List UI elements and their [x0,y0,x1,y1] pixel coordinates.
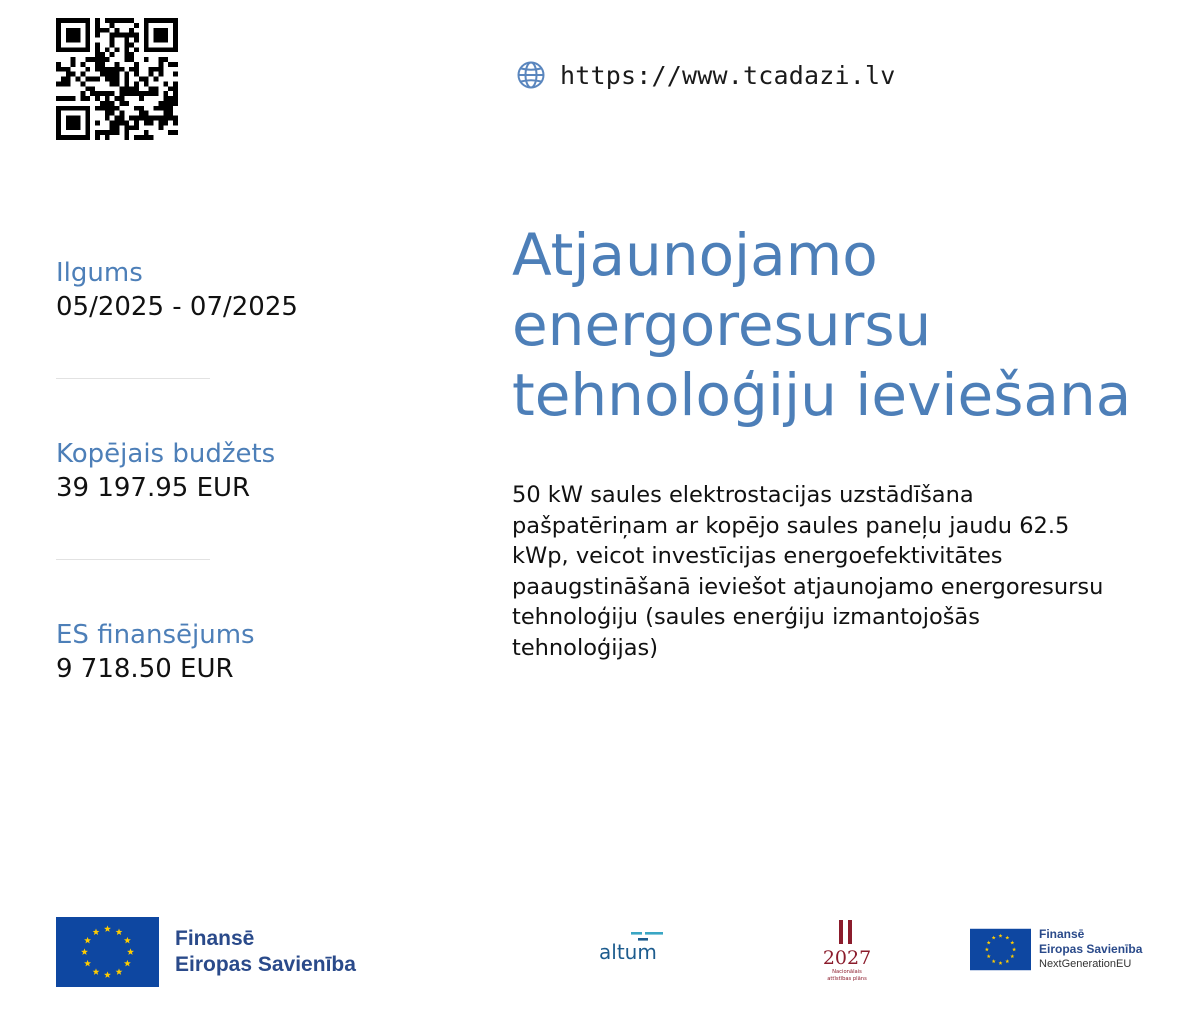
website-url[interactable]: https://www.tcadazi.lv [560,60,896,90]
total-budget-block [56,437,436,505]
eu-logo-line2: Eiropas Savienība [175,953,356,976]
total-budget-label: Kopējais budžets [56,439,276,469]
description-line: tehnoloģiju (saules enerģiju izmantojošās [512,604,980,630]
description-line: kWp, veicot investīcijas energoefektivitātes [512,543,1003,569]
eu-funding-value: 9 718.50 EUR [56,654,234,684]
project-title-line: energoresursu [512,291,932,359]
national-development-plan-logo [818,918,876,984]
globe-icon [516,60,546,90]
divider [56,559,210,560]
project-title-line: tehnoloģiju ieviešana [512,361,1132,429]
eu-flag-icon [970,928,1031,971]
eu-flag-icon [56,917,159,987]
project-title-line: Atjaunojamo [512,221,878,289]
eu-nextgen-logo [970,927,1142,972]
eu-nextgen-line2: Eiropas Savienība [1039,942,1143,956]
total-budget-value: 39 197.95 EUR [56,473,251,503]
description-line: 50 kW saules elektrostacijas uzstādīšana [512,482,974,508]
np-logo-line2: attīstības plāns [827,976,867,982]
eu-funding-logo [56,917,356,987]
np-logo-line1: Nacionālais [832,969,862,975]
altum-logo-text: altum [599,940,657,964]
eu-funding-label: ES finansējums [56,620,255,650]
website-link-row[interactable] [516,60,896,90]
np-logo-year: 2027 [822,947,872,969]
qr-code [56,18,178,140]
project-title [512,220,1172,430]
description-line: tehnoloģijas) [512,634,659,661]
altum-logo [598,928,668,964]
divider [56,378,210,379]
eu-logo-line1: Finansē [175,927,255,950]
eu-funding-block [56,618,436,686]
description-line: paaugstināšanā ieviešot atjaunojamo energoresursu [512,573,1104,600]
project-description [512,480,1142,663]
duration-value: 05/2025 - 07/2025 [56,292,298,322]
eu-nextgen-line3: NextGenerationEU [1039,958,1132,970]
duration-label: Ilgums [56,258,143,288]
duration-block [56,256,436,324]
description-line: pašpatēriņam ar kopējo saules paneļu jaudu 62.5 [512,512,1070,539]
eu-nextgen-line1: Finansē [1039,927,1085,941]
